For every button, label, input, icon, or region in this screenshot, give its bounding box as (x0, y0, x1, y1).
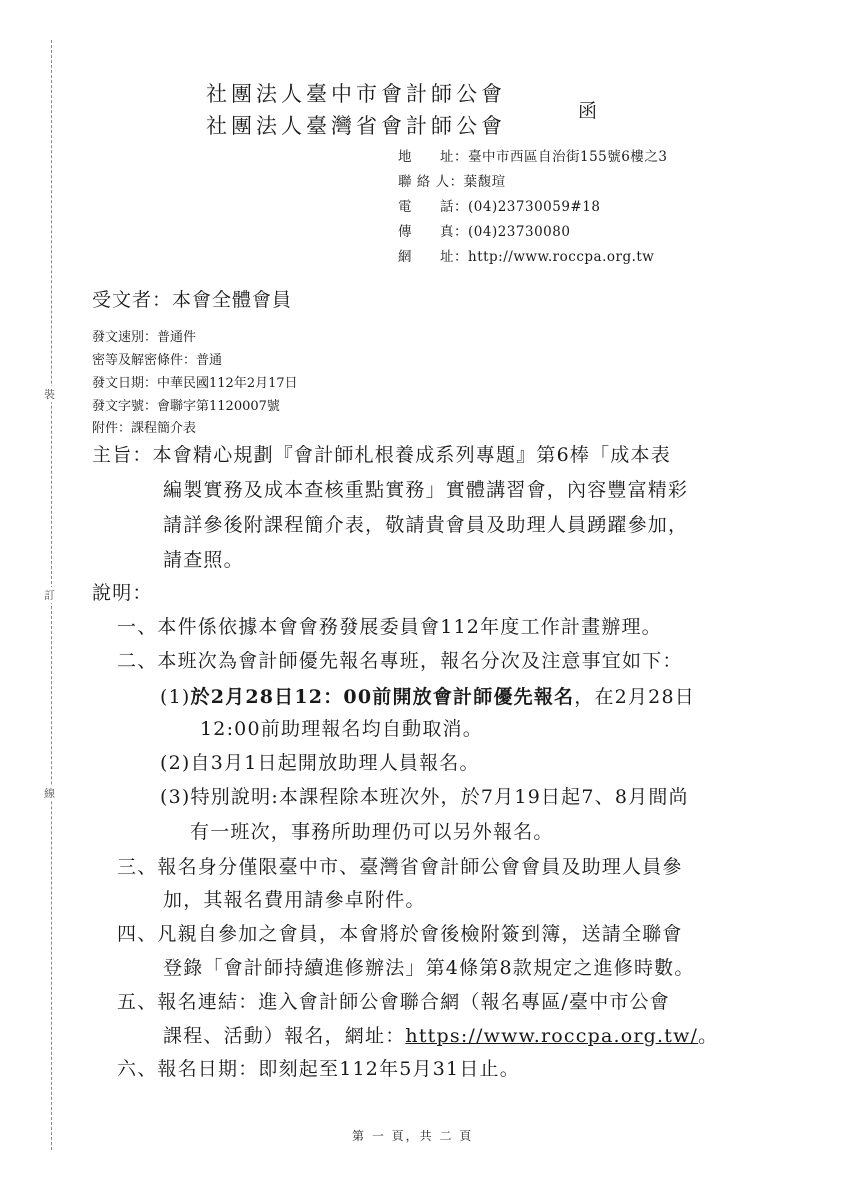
contact-label: 地 址： (398, 149, 468, 165)
contact-website (398, 245, 654, 265)
explanation-item-5-line-2 (163, 1021, 718, 1048)
org-name-taiwan: 社團法人臺灣省會計師公會 (206, 114, 506, 138)
sub-item-1-line-2: 12:00前助理報名均自動取消。 (200, 718, 483, 740)
sub-item-3-line-1: (3)特別說明:本課程除本班次外，於7月19日起7、8月間尚 (160, 786, 689, 808)
recipient: 受文者：本會全體會員 (92, 289, 293, 311)
explanation-item-3-line-2: 加，其報名費用請參卓附件。 (163, 889, 426, 911)
contact-person (398, 170, 506, 190)
contact-label: 網 址： (398, 249, 468, 265)
contact-label: 聯 絡 人： (398, 174, 464, 190)
registration-link[interactable]: https://www.roccpa.org.tw/ (405, 1025, 699, 1047)
meta-date: 發文日期：中華民國112年2月17日 (92, 376, 298, 391)
sub-item-1-line-1 (160, 682, 695, 709)
binding-mark-xian: 線 (44, 787, 55, 800)
binding-mark-zhuang: 裝 (44, 388, 55, 401)
sub-item-1-rest: ，在2月28日 (574, 686, 695, 708)
contact-fax (398, 220, 570, 240)
meta-speed: 發文速別：普通件 (92, 330, 197, 345)
subject-line-1: 主旨：本會精心規劃『會計師札根養成系列專題』第6棒「成本表 (92, 444, 671, 466)
contact-value: (04)23730059#18 (468, 199, 601, 215)
contact-label: 傳 真： (398, 224, 468, 240)
contact-value: 葉馥瑄 (463, 174, 506, 190)
sub-item-1-prefix: (1) (160, 686, 191, 708)
meta-confidentiality: 密等及解密條件：普通 (92, 353, 223, 368)
item-5-text: 課程、活動）報名，網址： (163, 1025, 406, 1047)
explanation-item-2: 二、本班次為會計師優先報名專班，報名分次及注意事宜如下： (117, 650, 683, 672)
explanation-item-6: 六、報名日期：即刻起至112年5月31日止。 (117, 1058, 520, 1080)
sub-item-1-emphasis: 於2月28日12：00前開放會計師優先報名 (190, 686, 575, 708)
meta-doc-number: 發文字號：會聯字第1120007號 (92, 399, 280, 414)
explanation-title: 說明： (92, 582, 153, 604)
contact-value: 臺中市西區自治街155號6樓之3 (468, 149, 668, 165)
sub-item-2: (2)自3月1日起開放助理人員報名。 (160, 752, 480, 774)
explanation-item-1: 一、本件係依據本會會務發展委員會112年度工作計畫辦理。 (117, 616, 662, 638)
document-type: 函 (578, 100, 598, 122)
item-5-end: 。 (698, 1025, 719, 1047)
meta-attachment: 附件：課程簡介表 (92, 421, 197, 436)
contact-value: http://www.roccpa.org.tw (468, 249, 655, 265)
sub-item-3-line-2: 有一班次，事務所助理仍可以另外報名。 (190, 821, 554, 843)
contact-value: (04)23730080 (468, 224, 571, 240)
subject-line-2: 編製實務及成本查核重點實務」實體講習會，內容豐富精彩 (163, 479, 689, 501)
org-name-taichung: 社團法人臺中市會計師公會 (206, 82, 506, 106)
subject-line-3: 請詳參後附課程簡介表，敬請貴會員及助理人員踴躍參加， (163, 514, 689, 536)
contact-phone (398, 195, 600, 215)
explanation-item-5-line-1: 五、報名連結：進入會計師公會聯合網（報名專區/臺中市公會 (117, 991, 671, 1013)
contact-address (398, 145, 667, 165)
subject-line-4: 請查照。 (163, 549, 244, 571)
binding-mark-ding: 訂 (44, 589, 55, 602)
explanation-item-4-line-2: 登錄「會計師持續進修辦法」第4條第8款規定之進修時數。 (163, 957, 695, 979)
explanation-item-4-line-1: 四、凡親自參加之會員，本會將於會後檢附簽到簿，送請全聯會 (117, 923, 683, 945)
page-footer: 第 一 頁，共 二 頁 (352, 1129, 474, 1143)
contact-label: 電 話： (398, 199, 468, 215)
explanation-item-3-line-1: 三、報名身分僅限臺中市、臺灣省會計師公會會員及助理人員參 (117, 856, 683, 878)
